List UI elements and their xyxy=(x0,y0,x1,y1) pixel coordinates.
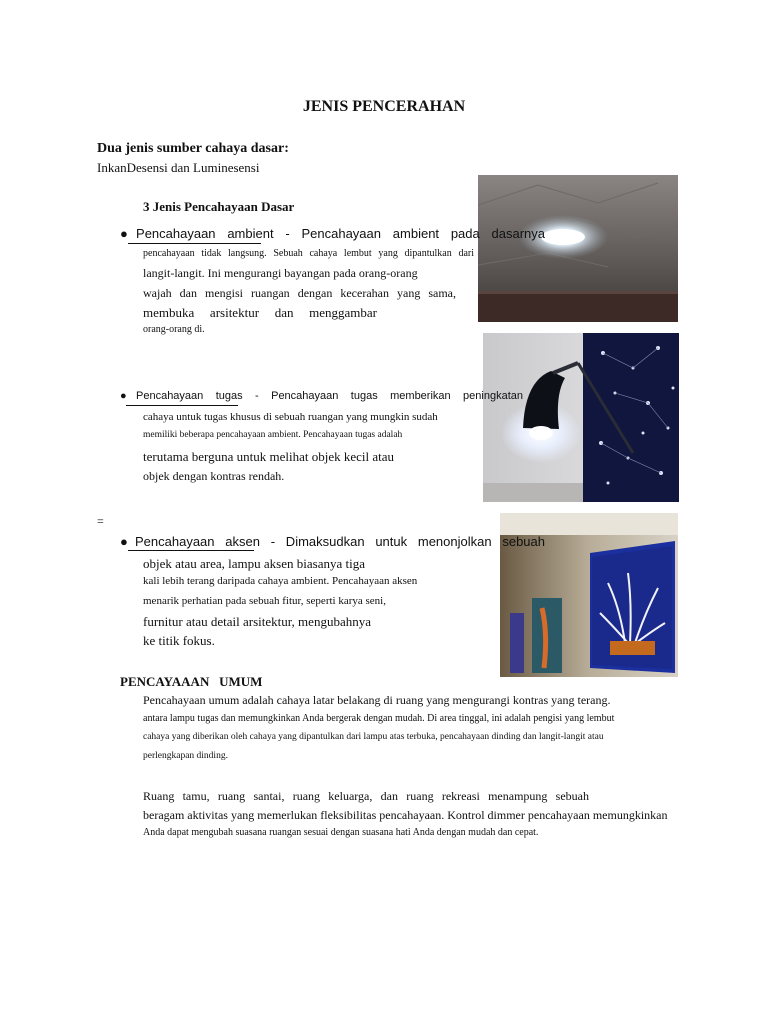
ambient-line-1: pencahayaan tidak langsung. Sebuah cahaya lembut yang dipantulkan dari xyxy=(143,248,474,259)
accent-bullet-rest: - Dimaksudkan untuk menonjolkan sebuah xyxy=(270,534,545,549)
accent-term: ●Pencahayaan aksen xyxy=(120,534,260,549)
general-line-4: perlengkapan dinding. xyxy=(143,751,228,761)
accent-line-3: menarik perhatian pada sebuah fitur, seperti karya seni, xyxy=(143,595,386,607)
general-para2-line-2: beragam aktivitas yang memerlukan fleksibilitas pencahayaan. Kontrol dimmer pencahayaan memungkinkan xyxy=(143,808,668,822)
task-underline xyxy=(126,405,238,406)
accent-line-4: furnitur atau detail arsitektur, mengubahnya xyxy=(143,614,371,629)
task-term: ●Pencahayaan tugas xyxy=(120,390,243,402)
general-line-1: Pencahayaan umum adalah cahaya latar belakang di ruang yang mengurangi kontras yang terang. xyxy=(143,693,611,707)
desk-lamp-image xyxy=(483,333,679,502)
ambient-bullet-rest: - Pencahayaan ambient pada dasarnya xyxy=(285,226,545,241)
accent-underline xyxy=(128,550,254,551)
general-para2-line-1: Ruang tamu, ruang santai, ruang keluarga, dan ruang rekreasi menampung sebuah xyxy=(143,789,589,803)
ceiling-light-image xyxy=(478,175,678,322)
task-bullet xyxy=(120,390,523,402)
general-heading: PENCAYAAAN UMUM xyxy=(120,674,263,689)
accent-line-1: objek atau area, lampu aksen biasanya tiga xyxy=(143,556,365,571)
ceiling-light-photo xyxy=(478,175,678,322)
page-title: JENIS PENCERAHAN xyxy=(302,98,466,115)
desk-lamp-photo xyxy=(483,333,679,502)
accent-line-5: ke titik fokus. xyxy=(143,633,215,648)
section-heading: 3 Jenis Pencahayaan Dasar xyxy=(143,199,295,214)
general-para2-line-3: Anda dapat mengubah suasana ruangan sesuai dengan suasana hati Anda dengan mudah dan cepat. xyxy=(143,827,539,838)
ambient-line-4: membuka arsitektur dan menggambar xyxy=(143,305,377,320)
task-line-3: terutama berguna untuk melihat objek kecil atau xyxy=(143,449,395,464)
ambient-line-3: wajah dan mengisi ruangan dengan kecerahan yang sama, xyxy=(143,286,456,300)
task-line-2: memiliki beberapa pencahayaan ambient. Pencahayaan tugas adalah xyxy=(143,430,403,440)
task-line-1: cahaya untuk tugas khusus di sebuah ruangan yang mungkin sudah xyxy=(143,411,438,423)
intro-subtext: InkanDesensi dan Luminesensi xyxy=(97,160,260,175)
intro-heading: Dua jenis sumber cahaya dasar: xyxy=(97,141,289,156)
general-line-2: antara lampu tugas dan memungkinkan Anda bergerak dengan mudah. Di area tinggal, ini adalah pengisi yang lembut xyxy=(143,713,615,724)
ambient-line-5: orang-orang di. xyxy=(143,324,205,335)
equals-sign: = xyxy=(97,514,104,528)
ambient-term: ●Pencahayaan ambient xyxy=(120,226,274,241)
ambient-bullet xyxy=(120,226,545,241)
ambient-underline xyxy=(128,243,261,244)
accent-line-2: kali lebih terang daripada cahaya ambient. Pencahayaan aksen xyxy=(143,575,418,587)
task-bullet-rest: - Pencahayaan tugas memberikan peningkatan xyxy=(255,390,523,402)
ambient-line-2: langit-langit. Ini mengurangi bayangan pada orang-orang xyxy=(143,266,418,280)
general-line-3: cahaya yang diberikan oleh cahaya yang dipantulkan dari lampu atas terbuka, pencahayaan dinding dan langit-langit atau xyxy=(143,732,604,742)
task-line-4: objek dengan kontras rendah. xyxy=(143,469,285,483)
accent-bullet xyxy=(120,534,545,549)
